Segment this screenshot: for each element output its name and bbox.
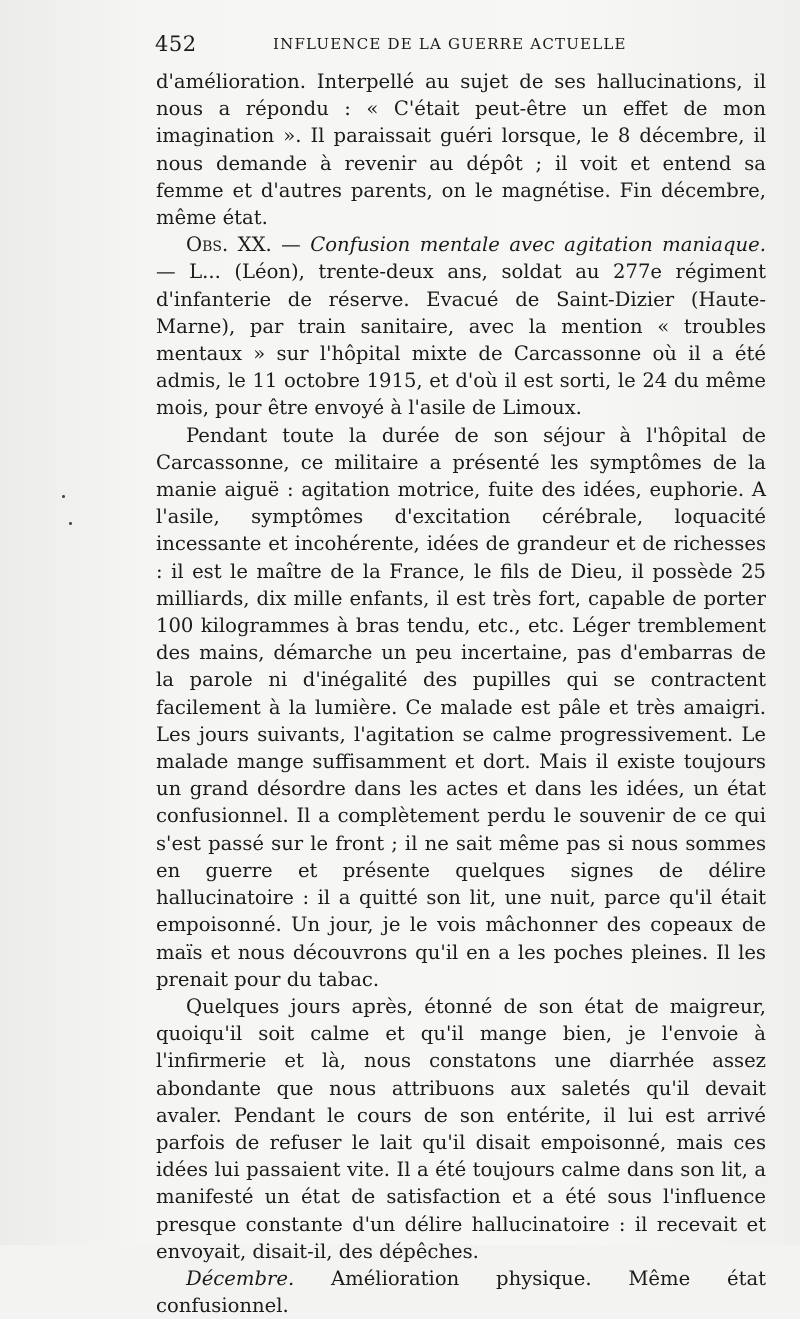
paragraph-text: — L... (Léon), trente-deux ans, soldat au 277e régiment d'infanterie de réserve. Evacué de Saint-Dizier (Haute-Marne), par train sanitaire, avec la mention « troubles mentaux » sur l'hôpital mixte de Carcassonne où il a été admis, le 11 octobre 1915, et d'où il est sorti, le 24 du même mois, pour être envoyé à l'asile de Limoux. bbox=[156, 260, 766, 420]
observation-label: Obs. XX. — bbox=[186, 233, 301, 257]
paragraph bbox=[156, 993, 766, 1265]
observation-title: Confusion mentale avec agitation maniaque. bbox=[310, 233, 766, 257]
paragraph-text: d'amélioration. Interpellé au sujet de ses hallucinations, il nous a répondu : « C'était peut-être un effet de mon imagination ». Il paraissait guéri lorsque, le 8 décembre, il nous demande à revenir au dépôt ; il voit et entend sa femme et d'autres parents, on le magnétise. Fin décembre, même état. bbox=[156, 70, 766, 230]
paragraph bbox=[156, 422, 766, 993]
observation-paragraph bbox=[156, 231, 766, 421]
page-header bbox=[155, 30, 765, 60]
paragraph-text: Amélioration physique. Même état confusionnel. bbox=[156, 1266, 767, 1318]
paragraph-text: Pendant toute la durée de son séjour à l'hôpital de Carcassonne, ce militaire a présenté les symptômes de la manie aiguë : agitation motrice, fuite des idées, euphorie. A l'asile, symptômes d'excitation cérébrale, loquacité incessante et incohérente, idées de grandeur et de richesses : il est le maître de la France, le fils de Dieu, il possède 25 milliards, dix mille enfants, il est très fort, capable de porter 100 kilogrammes à bras tendu, etc., etc. Léger tremblement des mains, démarche un peu incertaine, pas d'embarras de la parole ni d'inégalité des pupilles qui se contractent facilement à la lumière. Ce malade est pâle et très amaigri. Les jours suivants, l'agitation se calme progressivement. Le malade mange suffisamment et dort. Mais il existe toujours un grand désordre dans les actes et dans les idées, un état confusionnel. Il a complètement perdu le souvenir de ce qui s'est passé sur le front ; il ne sait même pas si nous sommes en guerre et présente quelques signes de délire hallucinatoire : il a quitté son lit, une nuit, parce qu'il était empoisonné. Un jour, je le vois mâchonner des copeaux de maïs et nous découvrons qu'il en a les poches pleines. Il les prenait pour du tabac. bbox=[156, 423, 766, 991]
paragraph bbox=[156, 68, 766, 231]
page-number: 452 bbox=[155, 32, 197, 56]
paragraph-text: Quelques jours après, étonné de son état de maigreur, quoiqu'il soit calme et qu'il mange bien, je l'envoie à l'infirmerie et là, nous constatons une diarrhée assez abondante que nous attribuons aux saletés qu'il devait avaler. Pendant le cours de son entérite, il lui est arrivé parfois de refuser le lait qu'il disait empoisonné, mais ces idées lui passaient vite. Il a été toujours calme dans son lit, a manifesté un état de satisfaction et a été sous l'influence presque constante d'un délire hallucinatoire : il recevait et envoyait, disait-il, des dépêches. bbox=[156, 994, 766, 1263]
running-head: INFLUENCE DE LA GUERRE ACTUELLE bbox=[273, 35, 627, 53]
margin-speck bbox=[62, 495, 65, 498]
body-text bbox=[156, 68, 766, 1319]
paragraph bbox=[156, 1265, 766, 1319]
margin-speck bbox=[69, 522, 72, 525]
date-label: Décembre. bbox=[186, 1266, 295, 1290]
